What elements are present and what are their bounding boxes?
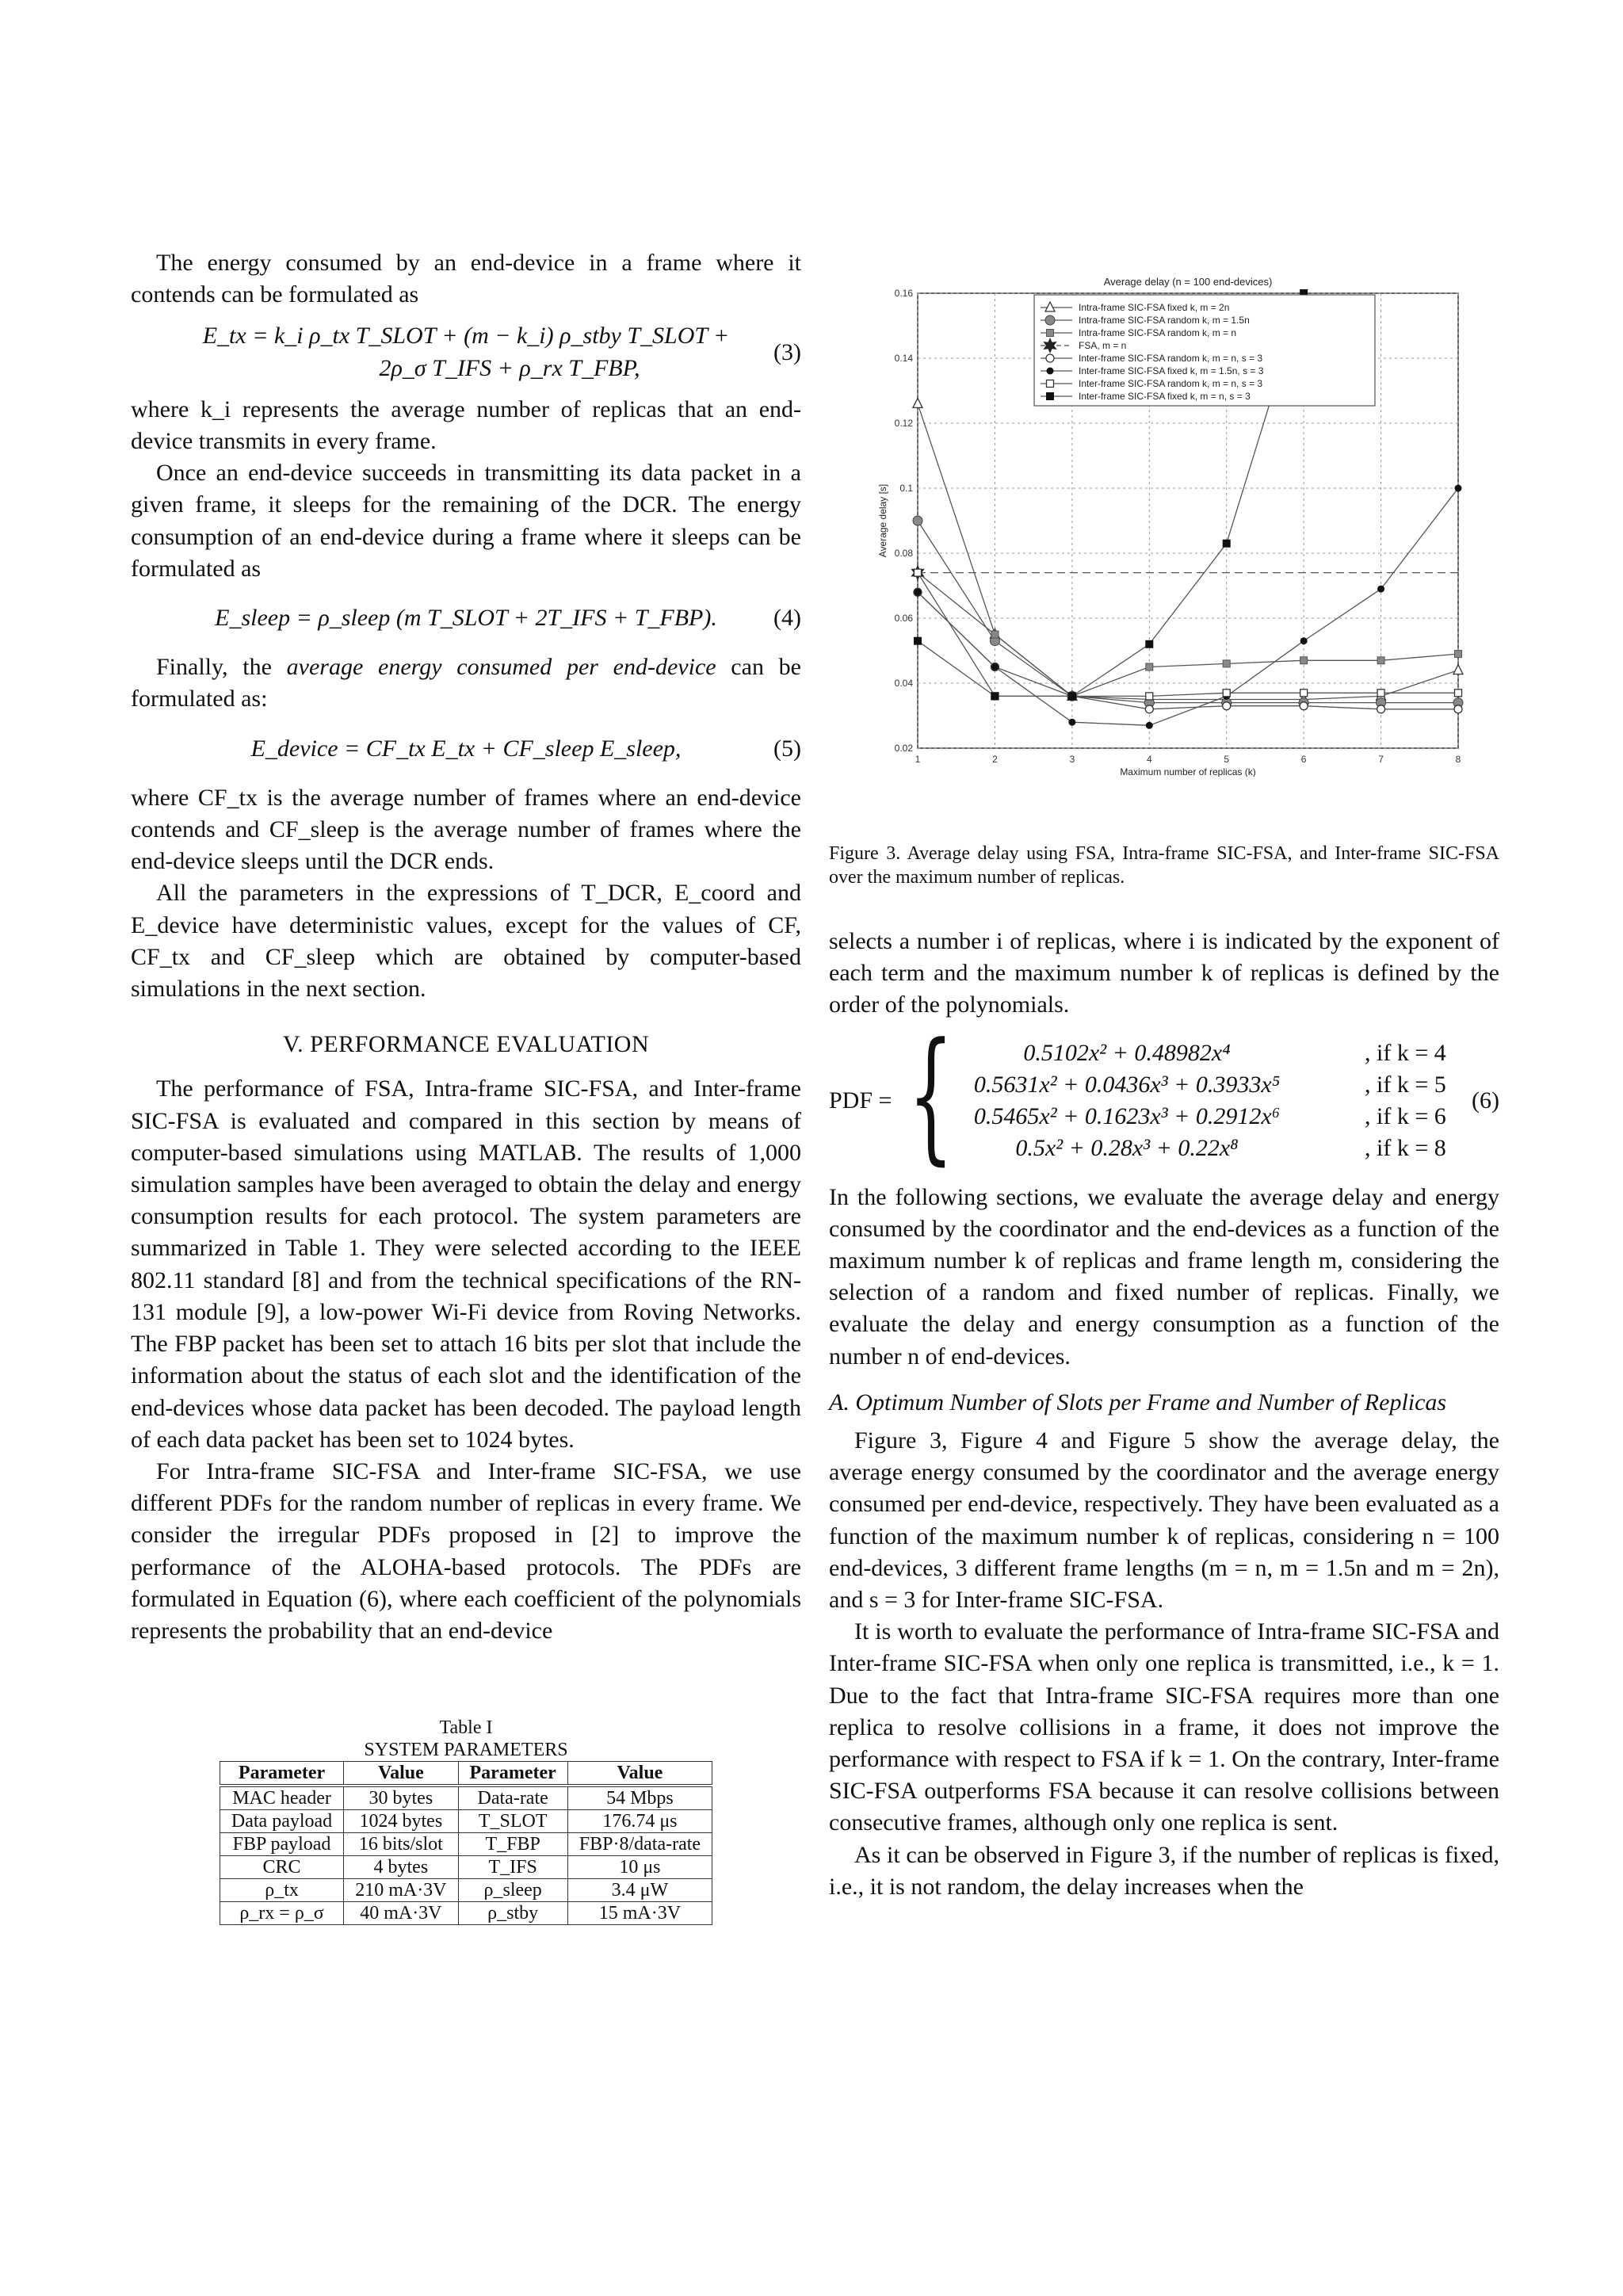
data-point xyxy=(1223,690,1230,697)
pdf-case xyxy=(929,1101,1468,1133)
x-tick-label: 7 xyxy=(1378,754,1384,765)
equation-number: (3) xyxy=(773,338,801,365)
equation-6 xyxy=(829,1012,1499,1179)
pdf-case xyxy=(929,1069,1468,1101)
table-cell: 4 bytes xyxy=(344,1856,458,1879)
subsection-heading: A. Optimum Number of Slots per Frame and Number of Replicas xyxy=(829,1389,1447,1415)
table-1 xyxy=(131,1717,801,1925)
y-tick-label: 0.12 xyxy=(894,418,913,429)
table-cell: ρ_tx xyxy=(220,1879,343,1902)
data-point xyxy=(1145,705,1153,713)
figure-caption: Figure 3. Average delay using FSA, Intra-frame SIC-FSA, and Inter-frame SIC-FSA over the maximum number of replicas. xyxy=(829,843,1499,888)
data-point xyxy=(1068,692,1076,700)
table-cell: 3.4 μW xyxy=(567,1879,712,1902)
paragraph: Figure 3, Figure 4 and Figure 5 show the average delay, the average energy consumed by the coordinator and the average energy consumed per end-device, respectively. They have been evaluated as a function of the maximum number k of replicas, considering n = 100 end-devices, 3 different frame lengths (m = n, m = 1.5n and m = 2n), and s = 3 for Inter-frame SIC-FSA. xyxy=(829,1427,1499,1614)
data-point xyxy=(991,631,999,638)
data-point xyxy=(913,516,922,525)
equation-3 xyxy=(131,320,801,384)
paragraph: The performance of FSA, Intra-frame SIC-FSA, and Inter-frame SIC-FSA is evaluated and compared in this section by means of computer-based simulations using MATLAB. The results of 1,000 simulation samples have been averaged to obtain the delay and energy consumption results for each protocol. The system parameters are summarized in Table 1. They were selected according to the IEEE 802.11 standard [8] and from the technical specifications of the RN-131 module [9], a low-power Wi-Fi device from Roving Networks. The FBP packet has been set to attach 16 bits per slot that include the information about the status of each slot and the identification of the end-devices whose data packet has been decoded. The payload length of each data packet has been set to 1024 bytes. xyxy=(131,1075,801,1453)
table-cell: 30 bytes xyxy=(344,1786,458,1810)
pdf-polynomial: 0.5631x² + 0.0436x³ + 0.3933x⁵ xyxy=(973,1071,1281,1098)
data-point xyxy=(1300,637,1308,644)
data-point xyxy=(991,663,999,670)
equation-4 xyxy=(131,602,801,634)
y-axis-label: Average delay [s] xyxy=(877,483,888,558)
data-point xyxy=(1300,702,1308,710)
data-point xyxy=(1377,705,1385,713)
legend-label: Intra-frame SIC-FSA random k, m = n xyxy=(1079,327,1237,338)
table-cell: 10 μs xyxy=(567,1856,712,1879)
table-header: Value xyxy=(567,1762,712,1786)
legend-marker xyxy=(1046,354,1054,362)
x-tick-label: 1 xyxy=(915,754,921,765)
table-cell: 16 bits/slot xyxy=(344,1833,458,1856)
emphasis: average energy consumed per end-device xyxy=(286,654,716,681)
paragraph: where k_i represents the average number of replicas that an end-device transmits in every frame. xyxy=(131,395,801,455)
table-cell: FBP payload xyxy=(220,1833,343,1856)
data-point xyxy=(1377,586,1384,593)
data-point xyxy=(1068,719,1075,726)
table-cell: Data payload xyxy=(220,1810,343,1833)
equation-number: (4) xyxy=(773,605,801,632)
pdf-case xyxy=(929,1133,1468,1164)
table-header: Value xyxy=(344,1762,458,1786)
legend-marker xyxy=(1047,330,1054,337)
table-row xyxy=(220,1786,712,1810)
table-cell: ρ_rx = ρ_σ xyxy=(220,1902,343,1925)
paragraph: It is worth to evaluate the performance of Intra-frame SIC-FSA and Inter-frame SIC-FSA when only one replica is transmitted, i.e., k = 1. Due to the fact that Intra-frame SIC-FSA requires more than one replica to resolve collisions in a frame, it does not improve the performance with respect to FSA if k = 1. On the contrary, Inter-frame SIC-FSA outperforms FSA because it can resolve collisions between consecutive frames, although only one replica is sent. xyxy=(829,1618,1499,1836)
y-tick-label: 0.02 xyxy=(894,743,913,754)
x-axis-label: Maximum number of replicas (k) xyxy=(1120,766,1256,777)
paragraph: The energy consumed by an end-device in a frame where it contends can be formulated as xyxy=(131,250,801,308)
paragraph: selects a number i of replicas, where i is indicated by the exponent of each term and the maximum number k of replicas is defined by the order of the polynomials. xyxy=(829,928,1499,1018)
equation-5 xyxy=(131,733,801,765)
paragraph xyxy=(131,651,801,715)
legend-label: Inter-frame SIC-FSA random k, m = n, s = 3 xyxy=(1079,353,1263,364)
legend-label: Inter-frame SIC-FSA random k, m = n, s = 3 xyxy=(1079,378,1263,389)
data-point xyxy=(1146,663,1153,670)
paragraph: For Intra-frame SIC-FSA and Inter-frame SIC-FSA, we use different PDFs for the random number of replicas in every frame. We consider the irregular PDFs proposed in [2] to improve the performance of the ALOHA-based protocols. The PDFs are formulated in Equation (6), where each coefficient of the polynomials represents the probability that an end-device xyxy=(131,1457,801,1644)
legend-label: Inter-frame SIC-FSA fixed k, m = 1.5n, s = 3 xyxy=(1079,365,1264,376)
pdf-condition: , if k = 8 xyxy=(1365,1134,1446,1161)
data-point xyxy=(1146,693,1153,700)
x-tick-label: 4 xyxy=(1146,754,1152,765)
pdf-condition: , if k = 6 xyxy=(1365,1102,1446,1129)
table-row xyxy=(220,1879,712,1902)
text-span: Finally, the xyxy=(156,654,287,681)
x-tick-label: 5 xyxy=(1224,754,1230,765)
legend-label: Intra-frame SIC-FSA fixed k, m = 2n xyxy=(1079,302,1230,313)
section-heading: V. PERFORMANCE EVALUATION xyxy=(282,1031,650,1058)
data-point xyxy=(1146,722,1153,729)
data-point xyxy=(1223,660,1230,667)
data-point xyxy=(1377,657,1384,664)
table-cell: 1024 bytes xyxy=(344,1810,458,1833)
equation-body: E_sleep = ρ_sleep (m T_SLOT + 2T_IFS + T_FBP). xyxy=(215,605,717,632)
equation-line: 2ρ_σ T_IFS + ρ_rx T_FBP, xyxy=(379,354,640,381)
data-point xyxy=(1145,640,1153,648)
data-point xyxy=(915,589,922,596)
equation-body: E_device = CF_tx E_tx + CF_sleep E_sleep, xyxy=(250,735,682,762)
table-row xyxy=(220,1833,712,1856)
paragraph: In the following sections, we evaluate the average delay and energy consumed by the coordinator and the end-devices as a function of the maximum number k of replicas and frame length m, considering the selection of a random and fixed number of replicas. Finally, we evaluate the delay and energy consumption as a function of the number n of end-devices. xyxy=(829,1183,1499,1370)
paragraph: All the parameters in the expressions of T_DCR, E_coord and E_device have deterministic values, except for the values of CF, CF_tx and CF_sleep which are obtained by computer-based simulations in the next section. xyxy=(131,880,801,1003)
table-subtitle: SYSTEM PARAMETERS xyxy=(364,1740,568,1761)
pdf-case xyxy=(929,1037,1468,1069)
x-tick-label: 8 xyxy=(1455,754,1461,765)
table-row xyxy=(220,1902,712,1925)
table-cell: CRC xyxy=(220,1856,343,1879)
x-tick-label: 6 xyxy=(1300,754,1307,765)
table-cell: 210 mA·3V xyxy=(344,1879,458,1902)
legend-marker xyxy=(1047,368,1054,375)
pdf-lhs: PDF = xyxy=(829,1087,892,1114)
brace-icon: { xyxy=(908,1012,954,1179)
equation-line: E_tx = k_i ρ_tx T_SLOT + (m − k_i) ρ_stby T_SLOT + xyxy=(202,323,730,350)
table-cell: FBP·8/data-rate xyxy=(567,1833,712,1856)
table-cell: 40 mA·3V xyxy=(344,1902,458,1925)
chart-title: Average delay (n = 100 end-devices) xyxy=(1103,276,1273,288)
table-cell: T_FBP xyxy=(458,1833,567,1856)
pdf-polynomial: 0.5465x² + 0.1623x³ + 0.2912x⁶ xyxy=(973,1102,1281,1129)
data-point xyxy=(1454,705,1462,713)
paragraph: Once an end-device succeeds in transmitting its data packet in a given frame, it sleeps for the remaining of the DCR. The energy consumption of an end-device during a frame where it sleeps can be formulated as xyxy=(131,460,801,582)
table-cell: 54 Mbps xyxy=(567,1786,712,1810)
table-cell: MAC header xyxy=(220,1786,343,1810)
x-tick-label: 2 xyxy=(992,754,998,765)
pdf-condition: , if k = 4 xyxy=(1365,1039,1446,1066)
table-title: Table I xyxy=(439,1717,493,1739)
table-header-row xyxy=(220,1762,712,1786)
figure-3-chart xyxy=(872,269,1474,777)
pdf-cases xyxy=(929,1037,1468,1164)
table-row xyxy=(220,1810,712,1833)
data-point xyxy=(1377,690,1384,697)
table-cell: Data-rate xyxy=(458,1786,567,1810)
y-tick-label: 0.04 xyxy=(894,678,913,689)
data-point xyxy=(991,692,999,700)
table-cell: 15 mA·3V xyxy=(567,1902,712,1925)
equation-number: (5) xyxy=(773,735,801,762)
y-tick-label: 0.14 xyxy=(894,353,913,364)
y-tick-label: 0.08 xyxy=(894,548,913,559)
table-header: Parameter xyxy=(220,1762,343,1786)
legend-label: FSA, m = n xyxy=(1079,340,1127,351)
data-point xyxy=(914,637,922,645)
legend-marker xyxy=(1045,315,1055,325)
data-point xyxy=(915,569,922,576)
equation-number: (6) xyxy=(1472,1087,1499,1114)
table-cell: ρ_stby xyxy=(458,1902,567,1925)
data-point xyxy=(1300,690,1308,697)
table-header: Parameter xyxy=(458,1762,567,1786)
parameters-table xyxy=(220,1761,712,1925)
pdf-polynomial: 0.5102x² + 0.48982x⁴ xyxy=(1023,1039,1231,1066)
table-cell: 176.74 μs xyxy=(567,1810,712,1833)
paragraph: where CF_tx is the average number of frames where an end-device contends and CF_sleep is the average number of frames where the end-device sleeps until the DCR ends. xyxy=(131,784,801,875)
legend-marker xyxy=(1046,392,1054,400)
legend-marker xyxy=(1047,380,1054,388)
data-point xyxy=(1455,485,1462,492)
text-span: can be formulated as: xyxy=(131,654,801,712)
table-row xyxy=(220,1856,712,1879)
data-point xyxy=(1455,690,1462,697)
data-point xyxy=(1223,540,1231,548)
table-cell: T_SLOT xyxy=(458,1810,567,1833)
paragraph: As it can be observed in Figure 3, if the number of replicas is fixed, i.e., it is not random, the delay increases when the xyxy=(829,1841,1499,1900)
y-tick-label: 0.06 xyxy=(894,613,913,624)
legend-label: Intra-frame SIC-FSA random k, m = 1.5n xyxy=(1079,315,1250,326)
data-point xyxy=(1223,702,1231,710)
left-column xyxy=(131,247,801,1925)
table-cell: ρ_sleep xyxy=(458,1879,567,1902)
pdf-polynomial: 0.5x² + 0.28x³ + 0.22x⁸ xyxy=(1015,1134,1239,1161)
pdf-condition: , if k = 5 xyxy=(1365,1071,1446,1098)
table-cell: T_IFS xyxy=(458,1856,567,1879)
y-tick-label: 0.1 xyxy=(899,483,913,494)
y-tick-label: 0.16 xyxy=(894,288,913,299)
data-point xyxy=(1455,651,1462,658)
data-point xyxy=(1300,657,1308,664)
x-tick-label: 3 xyxy=(1069,754,1075,765)
right-column xyxy=(829,842,1499,1903)
legend-label: Inter-frame SIC-FSA fixed k, m = n, s = 3 xyxy=(1079,391,1251,402)
